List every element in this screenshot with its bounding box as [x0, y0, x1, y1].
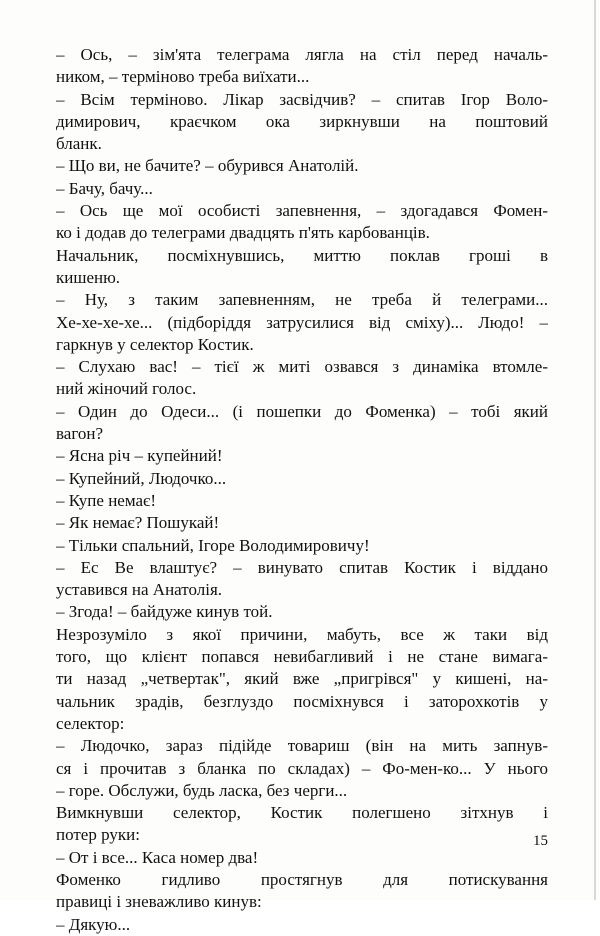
- text-line: – горе. Обслужи, будь ласка, без черги...: [56, 780, 348, 800]
- text-line: гаркнув у селектор Костик.: [56, 334, 254, 354]
- text-line: ти назад „четвертак", який вже „пригрівся" у кишені, на-: [56, 669, 548, 689]
- text-line: – Що ви, не бачите? – обурився Анатолій.: [56, 156, 359, 176]
- text-line: – Як немає? Пошукай!: [56, 513, 220, 533]
- text-line: – Бачу, бачу...: [56, 178, 153, 198]
- text-line: – Дякую...: [56, 914, 131, 934]
- text-line: Незрозуміло з якої причини, мабуть, все ж таки від: [56, 624, 548, 644]
- text-line: Хе-хе-хе-хе... (підборіддя затрусилися від сміху)... Людо! –: [56, 312, 548, 332]
- text-line: уставився на Анатолія.: [56, 580, 223, 600]
- text-line: бланк.: [56, 134, 102, 154]
- text-line: – Ось ще мої особисті запевнення, – здогадався Фомен-: [56, 201, 548, 221]
- page-body-text: [56, 44, 548, 936]
- text-line: – От і все... Каса номер два!: [56, 847, 259, 867]
- text-line: – Ну, з таким запевненням, не треба й телеграми...: [56, 290, 548, 310]
- text-line: ся і прочитав з бланка по складах) – Фо-мен-ко... У нього: [56, 758, 548, 778]
- text-line: вагон?: [56, 424, 104, 444]
- text-line: Фоменко гидливо простягнув для потискування: [56, 869, 548, 889]
- text-line: – Тільки спальний, Ігоре Володимировичу!: [56, 535, 370, 555]
- text-line: – Ясна річ – купейний!: [56, 446, 223, 466]
- text-line: ний жіночий голос.: [56, 379, 197, 399]
- text-line: селектор:: [56, 713, 125, 733]
- text-line: Начальник, посміхнувшись, миттю поклав гроші в: [56, 245, 548, 265]
- text-line: Вимкнувши селектор, Костик полегшено зітхнув і: [56, 803, 548, 823]
- text-line: ко і додав до телеграми двадцять п'ять карбованців.: [56, 223, 430, 243]
- text-line: того, що клієнт попався невибагливий і не стане вимага-: [56, 647, 548, 667]
- text-line: правиці і зневажливо кинув:: [56, 892, 262, 912]
- text-line: – Слухаю вас! – тієї ж миті озвався з динаміка втомле-: [56, 357, 548, 377]
- page-edge-shadow: [594, 0, 596, 900]
- text-line: – Купейний, Людочко...: [56, 468, 227, 488]
- text-line: чальник зрадів, безглуздо посміхнувся і заторохкотів у: [56, 691, 548, 711]
- text-line: – Згода! – байдуже кинув той.: [56, 602, 273, 622]
- text-line: димирович, краєчком ока зиркнувши на поштовий: [56, 111, 548, 131]
- text-line: – Купе немає!: [56, 490, 156, 510]
- text-line: – Людочко, зараз підійде товариш (він на мить запнув-: [56, 736, 548, 756]
- text-line: – Один до Одеси... (і пошепки до Фоменка) – тобі який: [56, 401, 548, 421]
- text-line: ником, – терміново треба виїхати...: [56, 67, 310, 87]
- page-number: 15: [533, 833, 548, 849]
- text-line: потер руки:: [56, 825, 140, 845]
- text-line: – Ось, – зім'ята телеграма лягла на стіл перед началь-: [56, 45, 548, 64]
- text-line: кишеню.: [56, 267, 121, 287]
- text-line: – Всім терміново. Лікар засвідчив? – спитав Ігор Воло-: [56, 89, 548, 109]
- text-line: – Ес Ве влаштує? – винувато спитав Костик і віддано: [56, 557, 548, 577]
